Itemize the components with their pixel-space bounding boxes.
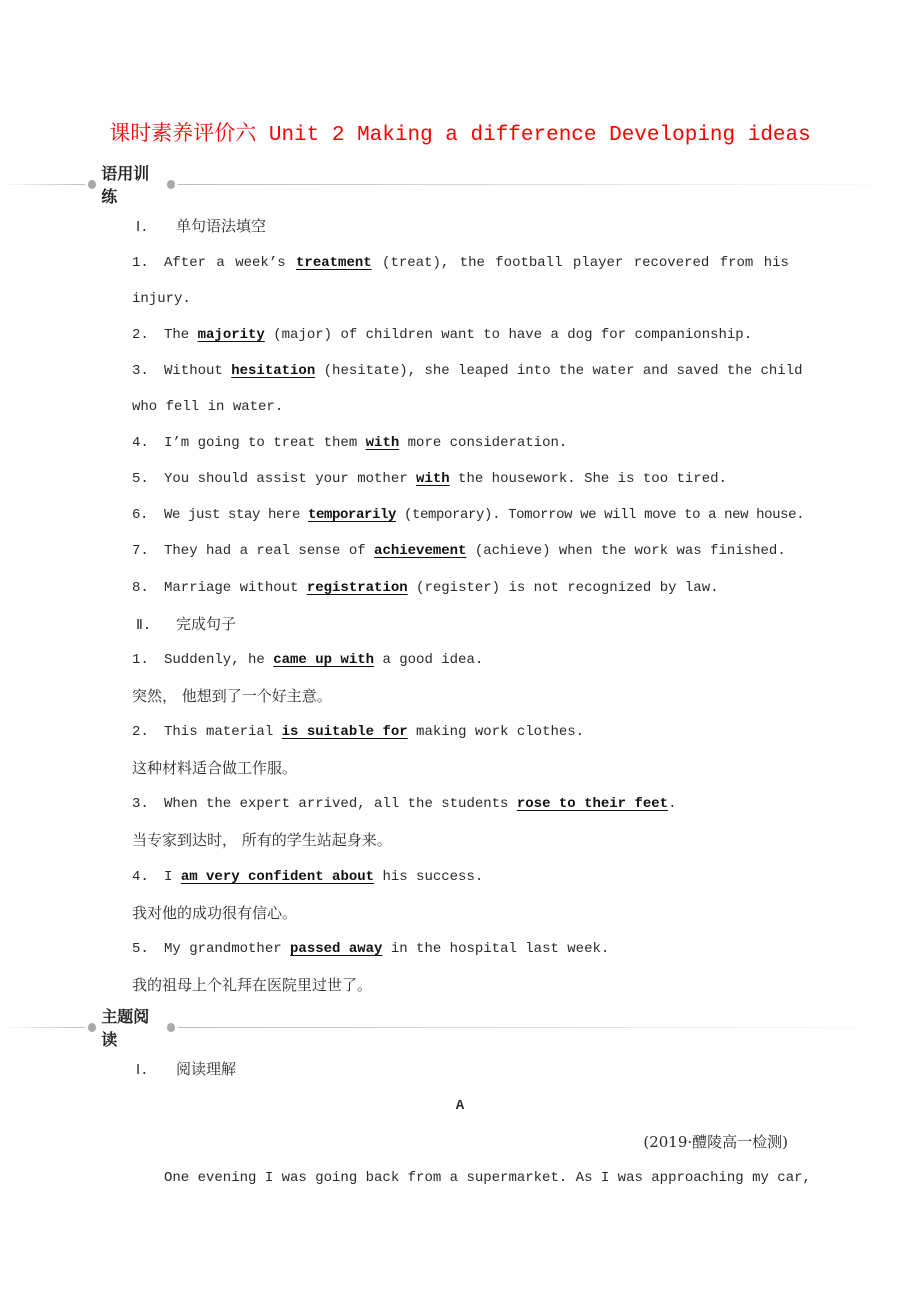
item-number: 5. <box>132 471 149 487</box>
answer-blank: registration <box>306 580 408 596</box>
part-numeral: Ⅱ. <box>136 618 152 634</box>
item-number: 7. <box>132 543 149 559</box>
exercise-item <box>132 253 792 273</box>
bullet-dot-icon <box>88 1023 96 1032</box>
item-text-after: . <box>668 796 677 812</box>
item-text-before: After a week’s <box>164 255 297 271</box>
exercise-item <box>132 469 792 489</box>
translation-text: 突然， 他想到了一个好主意。 <box>132 687 332 705</box>
part-heading-reading-comprehension <box>132 1059 792 1081</box>
item-number: 4. <box>132 435 149 451</box>
bullet-dot-icon <box>167 180 175 189</box>
part-numeral: Ⅰ. <box>136 1063 149 1079</box>
translation-text: 当专家到达时， 所有的学生站起身来。 <box>132 831 392 849</box>
banner-divider-right <box>178 1027 920 1028</box>
banner-divider-right <box>178 184 920 185</box>
item-number: 3. <box>132 796 149 812</box>
exercise-item <box>132 433 792 453</box>
answer-blank: is suitable for <box>281 724 408 740</box>
passage-label: A <box>455 1098 465 1114</box>
item-number: 3. <box>132 363 149 379</box>
answer-blank: treatment <box>296 255 372 271</box>
part-numeral: Ⅰ. <box>136 220 149 236</box>
exercise-item <box>132 361 803 381</box>
item-number: 1. <box>132 652 149 668</box>
item-text-after: making work clothes. <box>407 724 585 740</box>
banner-label: 语用训练 <box>101 164 150 206</box>
part-heading-text: 完成句子 <box>176 615 237 633</box>
exercise-item <box>132 939 792 959</box>
item-text-before: The <box>164 327 198 343</box>
translation-text: 我的祖母上个礼拜在医院里过世了。 <box>132 976 373 994</box>
answer-blank: temporarily <box>308 507 397 523</box>
item-number: 8. <box>132 580 149 596</box>
translation-text: 这种材料适合做工作服。 <box>132 759 298 777</box>
passage-source: (2019·醴陵高一检测) <box>643 1133 788 1151</box>
exercise-item <box>132 578 792 598</box>
item-number: 6. <box>132 507 149 523</box>
item-text-before: When the expert arrived, all the students <box>164 796 517 812</box>
part-heading-text: 阅读理解 <box>176 1060 237 1078</box>
banner-label: 主题阅读 <box>101 1007 150 1049</box>
answer-blank: am very confident about <box>180 869 375 885</box>
answer-blank: with <box>365 435 400 451</box>
answer-blank: achievement <box>374 543 467 559</box>
item-number: 2. <box>132 327 149 343</box>
item-text-before: Suddenly, he <box>164 652 274 668</box>
item-text-after: more consideration. <box>399 435 568 451</box>
item-text-before: We just stay here <box>164 507 309 523</box>
bullet-dot-icon <box>88 180 96 189</box>
passage-text: One evening I was going back from a supermarket. As I was approaching my car, <box>164 1170 811 1186</box>
answer-blank: hesitation <box>231 363 316 379</box>
item-text-after: a good idea. <box>374 652 484 668</box>
item-number: 5. <box>132 941 149 957</box>
exercise-item-continuation: injury. <box>132 291 191 307</box>
answer-blank: passed away <box>290 941 383 957</box>
item-text-before: I’m going to treat them <box>164 435 366 451</box>
part-heading-grammar-fill <box>132 216 792 238</box>
exercise-item <box>132 505 805 525</box>
exercise-item-continuation: who fell in water. <box>132 399 284 415</box>
item-text-after: (major) of children want to have a dog for companionship. <box>264 327 753 343</box>
exercise-item <box>132 867 792 887</box>
item-text-before: They had a real sense of <box>164 543 375 559</box>
item-number: 4. <box>132 869 149 885</box>
item-text-after: the housework. She is too tired. <box>449 471 727 487</box>
answer-blank: rose to their feet <box>516 796 669 812</box>
item-text-after: in the hospital last week. <box>382 941 610 957</box>
item-text-after: (register) is not recognized by law. <box>407 580 719 596</box>
item-text-after: (hesitate), she leaped into the water and saved the child <box>315 363 803 379</box>
answer-blank: came up with <box>273 652 375 668</box>
item-text-before: You should assist your mother <box>164 471 417 487</box>
translation-text: 我对他的成功很有信心。 <box>132 904 298 922</box>
answer-blank: with <box>416 471 450 487</box>
item-text-after: (temporary). Tomorrow we will move to a new house. <box>396 507 805 523</box>
exercise-item <box>132 325 792 345</box>
item-text-before: I <box>164 869 181 885</box>
answer-blank: majority <box>197 327 265 343</box>
exercise-item <box>132 722 792 742</box>
section-banner-language-practice <box>0 164 920 206</box>
banner-divider-left <box>0 1027 85 1028</box>
part-heading-complete-sentences <box>132 614 792 636</box>
section-banner-theme-reading <box>0 1007 920 1049</box>
item-text-before: Without <box>164 363 232 379</box>
item-text-after: (achieve) when the work was finished. <box>466 543 786 559</box>
item-text-after: his success. <box>374 869 484 885</box>
item-number: 2. <box>132 724 149 740</box>
item-text-before: My grandmother <box>164 941 291 957</box>
exercise-item <box>132 650 792 670</box>
item-text-before: Marriage without <box>164 580 307 596</box>
part-heading-text: 单句语法填空 <box>176 217 267 235</box>
bullet-dot-icon <box>167 1023 175 1032</box>
exercise-item <box>132 794 792 814</box>
item-text-before: This material <box>164 724 282 740</box>
item-number: 1. <box>132 255 149 271</box>
banner-divider-left <box>0 184 85 185</box>
exercise-item <box>132 541 792 561</box>
page-title: 课时素养评价六 Unit 2 Making a difference Developing ideas <box>109 124 811 147</box>
item-text-after: (treat), the football player recovered from his <box>371 255 789 271</box>
